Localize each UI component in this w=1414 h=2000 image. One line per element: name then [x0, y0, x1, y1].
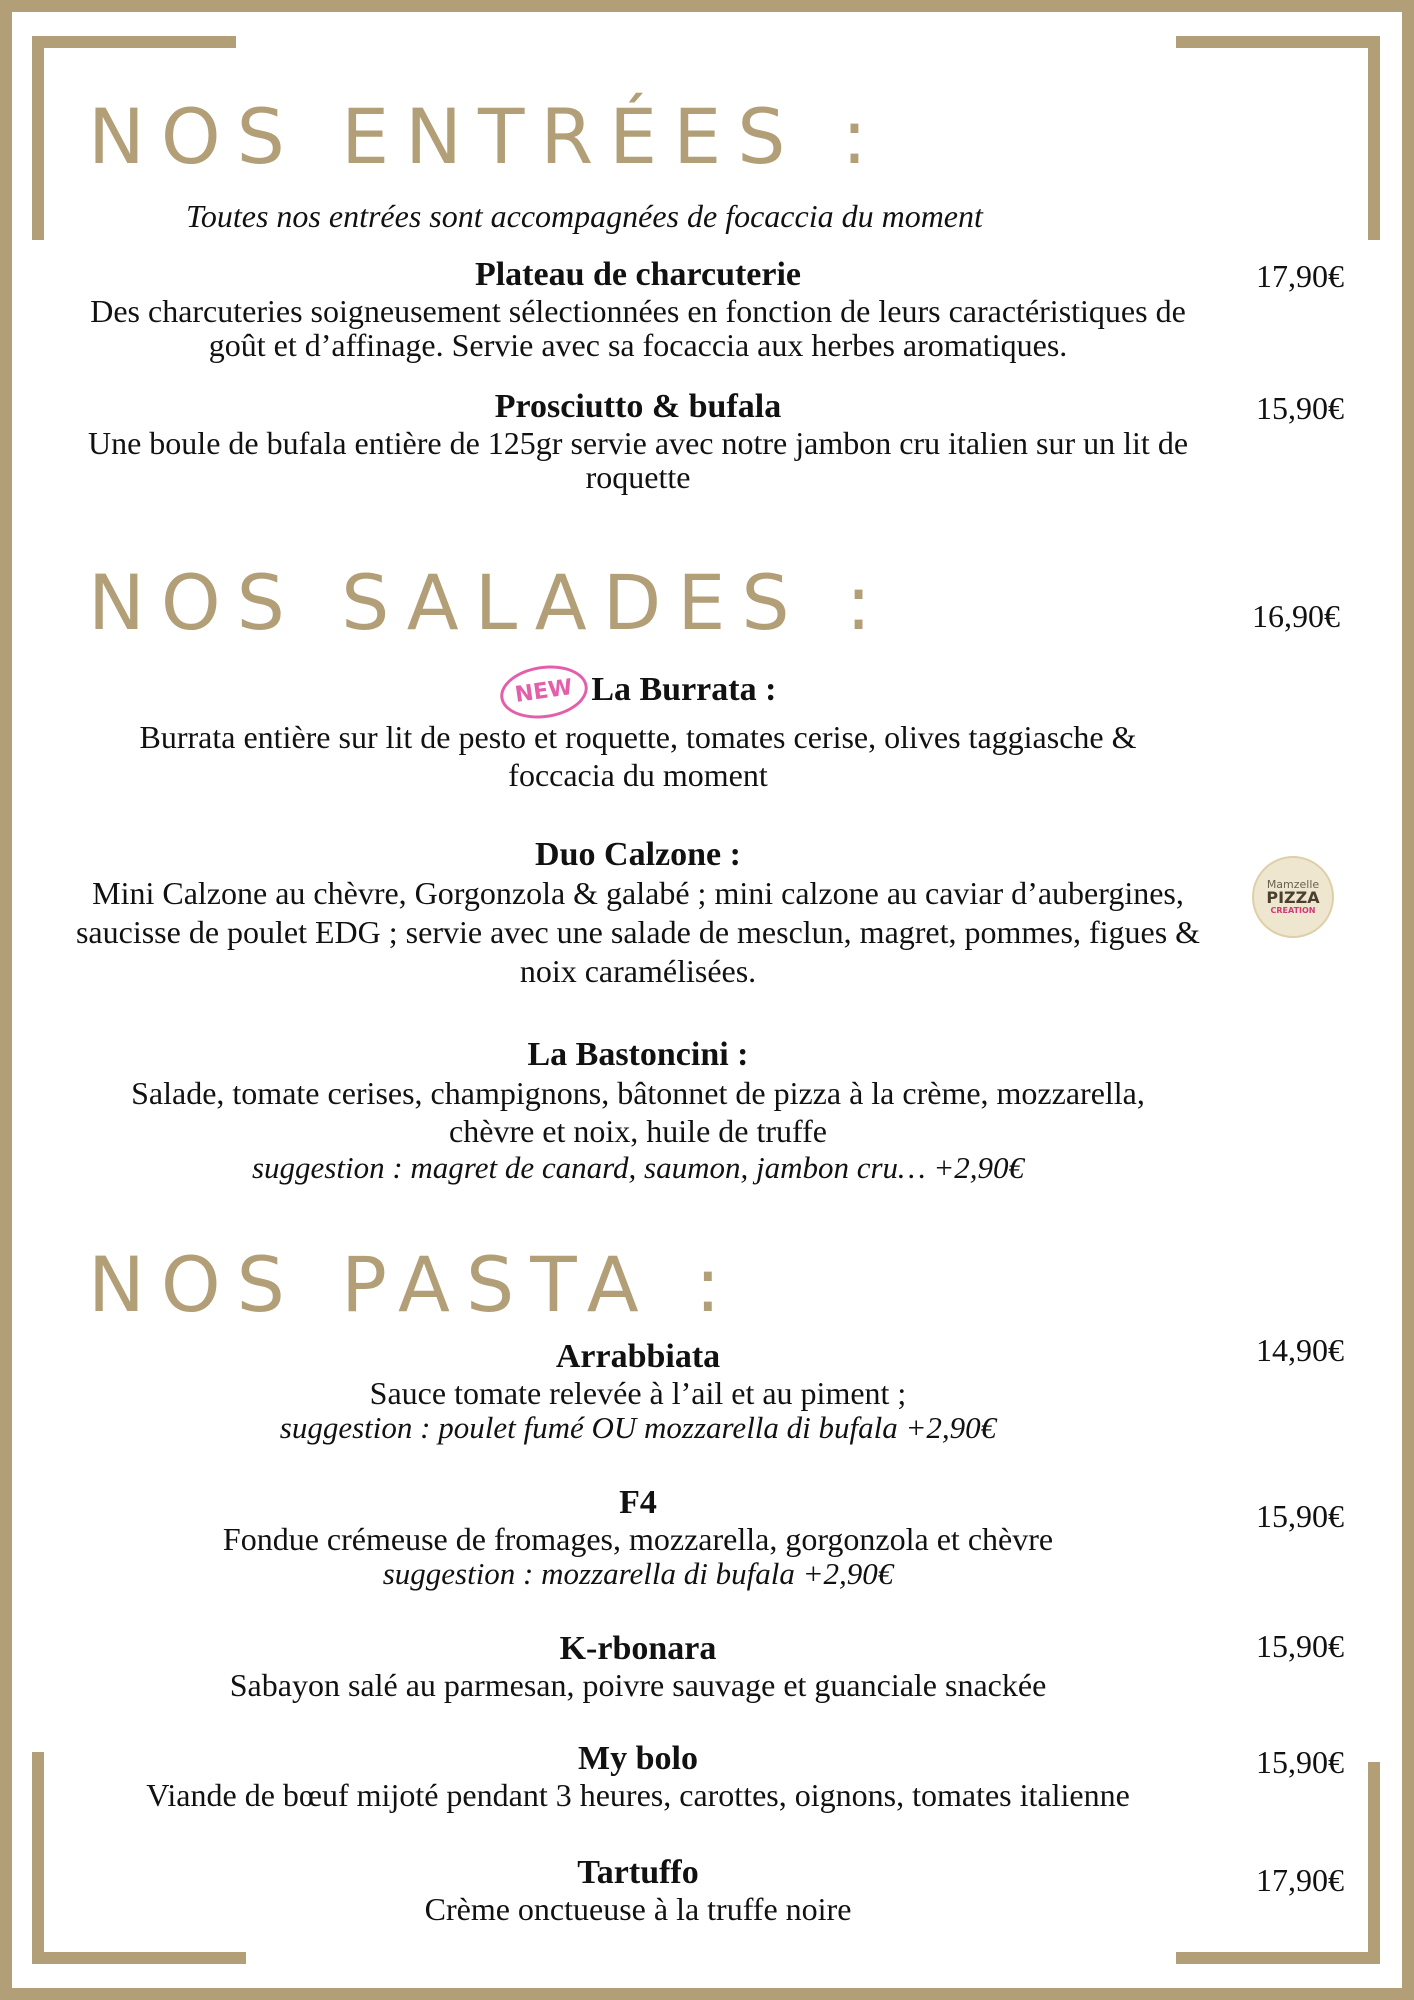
corner-bottom-left-h: [32, 1952, 246, 1964]
item-name-row: [48, 666, 1228, 718]
item-description: Crème onctueuse à la truffe noire: [424, 1891, 852, 1927]
item-suggestion: suggestion : poulet fumé OU mozzarella di bufala +2,90€: [279, 1410, 997, 1445]
menu-item-tartuffo: [48, 1854, 1228, 1926]
entrees-title: NOS ENTRÉES :: [88, 92, 884, 181]
item-name: My bolo: [578, 1740, 698, 1777]
item-price: 17,90€: [1256, 1862, 1344, 1898]
menu-item-la-bastoncini: [48, 1036, 1228, 1186]
item-price: 14,90€: [1256, 1332, 1344, 1368]
corner-bottom-right-v: [1368, 1762, 1380, 1964]
item-description: Une boule de bufala entière de 125gr servie avec notre jambon cru italien sur un lit de roquette: [87, 425, 1189, 495]
item-description: Viande de bœuf mijoté pendant 3 heures, carottes, oignons, tomates italienne: [146, 1777, 1130, 1813]
item-description: Salade, tomate cerises, champignons, bâtonnet de pizza à la crème, mozzarella, chèvre et noix, huile de truffe: [131, 1075, 1145, 1149]
item-description: Des charcuteries soigneusement sélectionnées en fonction de leurs caractéristiques de goût et d’affinage. Servie avec sa focaccia aux herbes aromatiques.: [90, 293, 1186, 363]
corner-top-right-h: [1176, 36, 1380, 48]
item-description: Mini Calzone au chèvre, Gorgonzola & galabé ; mini calzone au caviar d’aubergines, saucisse de poulet EDG ; servie avec une salade de mesclun, magret, pommes, figues & noix caramélisées.: [75, 875, 1201, 989]
logo-line1: Mamzelle: [1266, 877, 1320, 891]
pasta-title: NOS PASTA :: [88, 1240, 737, 1329]
item-name: Plateau de charcuterie: [474, 256, 802, 293]
item-suggestion: suggestion : magret de canard, saumon, jambon cru… +2,90€: [251, 1150, 1025, 1185]
item-name: La Burrata :: [591, 670, 777, 708]
corner-top-left-h: [32, 36, 236, 48]
item-price: 15,90€: [1256, 1744, 1344, 1780]
logo-line3: CREATION: [1270, 905, 1316, 915]
item-price: 15,90€: [1256, 1628, 1344, 1664]
item-name: Prosciutto & bufala: [494, 388, 782, 425]
pizza-creation-logo: [1252, 856, 1334, 938]
menu-item-k-rbonara: [48, 1630, 1228, 1702]
item-price: 15,90€: [1256, 390, 1344, 426]
salades-title: NOS SALADES :: [88, 558, 888, 647]
menu-item-la-burrata: [48, 666, 1228, 794]
menu-item-my-bolo: [48, 1740, 1228, 1812]
item-description: Fondue crémeuse de fromages, mozzarella, gorgonzola et chèvre: [222, 1521, 1054, 1557]
menu-item-arrabbiata: [48, 1338, 1228, 1446]
menu-item-f4: [48, 1484, 1228, 1592]
item-name: F4: [619, 1484, 657, 1521]
item-price: 17,90€: [1256, 258, 1344, 294]
menu-item-plateau-charcuterie: [48, 256, 1228, 362]
menu-item-duo-calzone: [48, 836, 1228, 991]
item-name: La Bastoncini :: [527, 1036, 749, 1073]
item-suggestion: suggestion : mozzarella di bufala +2,90€: [382, 1556, 894, 1591]
logo-line2: PIZZA: [1266, 888, 1320, 908]
corner-top-right-v: [1368, 36, 1380, 240]
salades-price: 16,90€: [1252, 598, 1340, 634]
item-description: Burrata entière sur lit de pesto et roquette, tomates cerise, olives taggiasche & foccacia du moment: [139, 719, 1137, 793]
new-badge: NEW: [496, 660, 590, 724]
item-description: Sauce tomate relevée à l’ail et au piment ;: [369, 1375, 907, 1411]
item-name: Tartuffo: [577, 1854, 699, 1891]
item-name: K-rbonara: [559, 1630, 717, 1667]
item-description: Sabayon salé au parmesan, poivre sauvage et guanciale snackée: [229, 1667, 1047, 1703]
corner-bottom-right-h: [1176, 1952, 1380, 1964]
corner-top-left-v: [32, 36, 44, 240]
menu-item-prosciutto-bufala: [48, 388, 1228, 494]
corner-bottom-left-v: [32, 1752, 44, 1964]
entrees-subtitle: Toutes nos entrées sont accompagnées de focaccia du moment: [186, 198, 983, 234]
item-name: Arrabbiata: [555, 1338, 721, 1375]
item-name: Duo Calzone :: [535, 836, 741, 873]
item-price: 15,90€: [1256, 1498, 1344, 1534]
